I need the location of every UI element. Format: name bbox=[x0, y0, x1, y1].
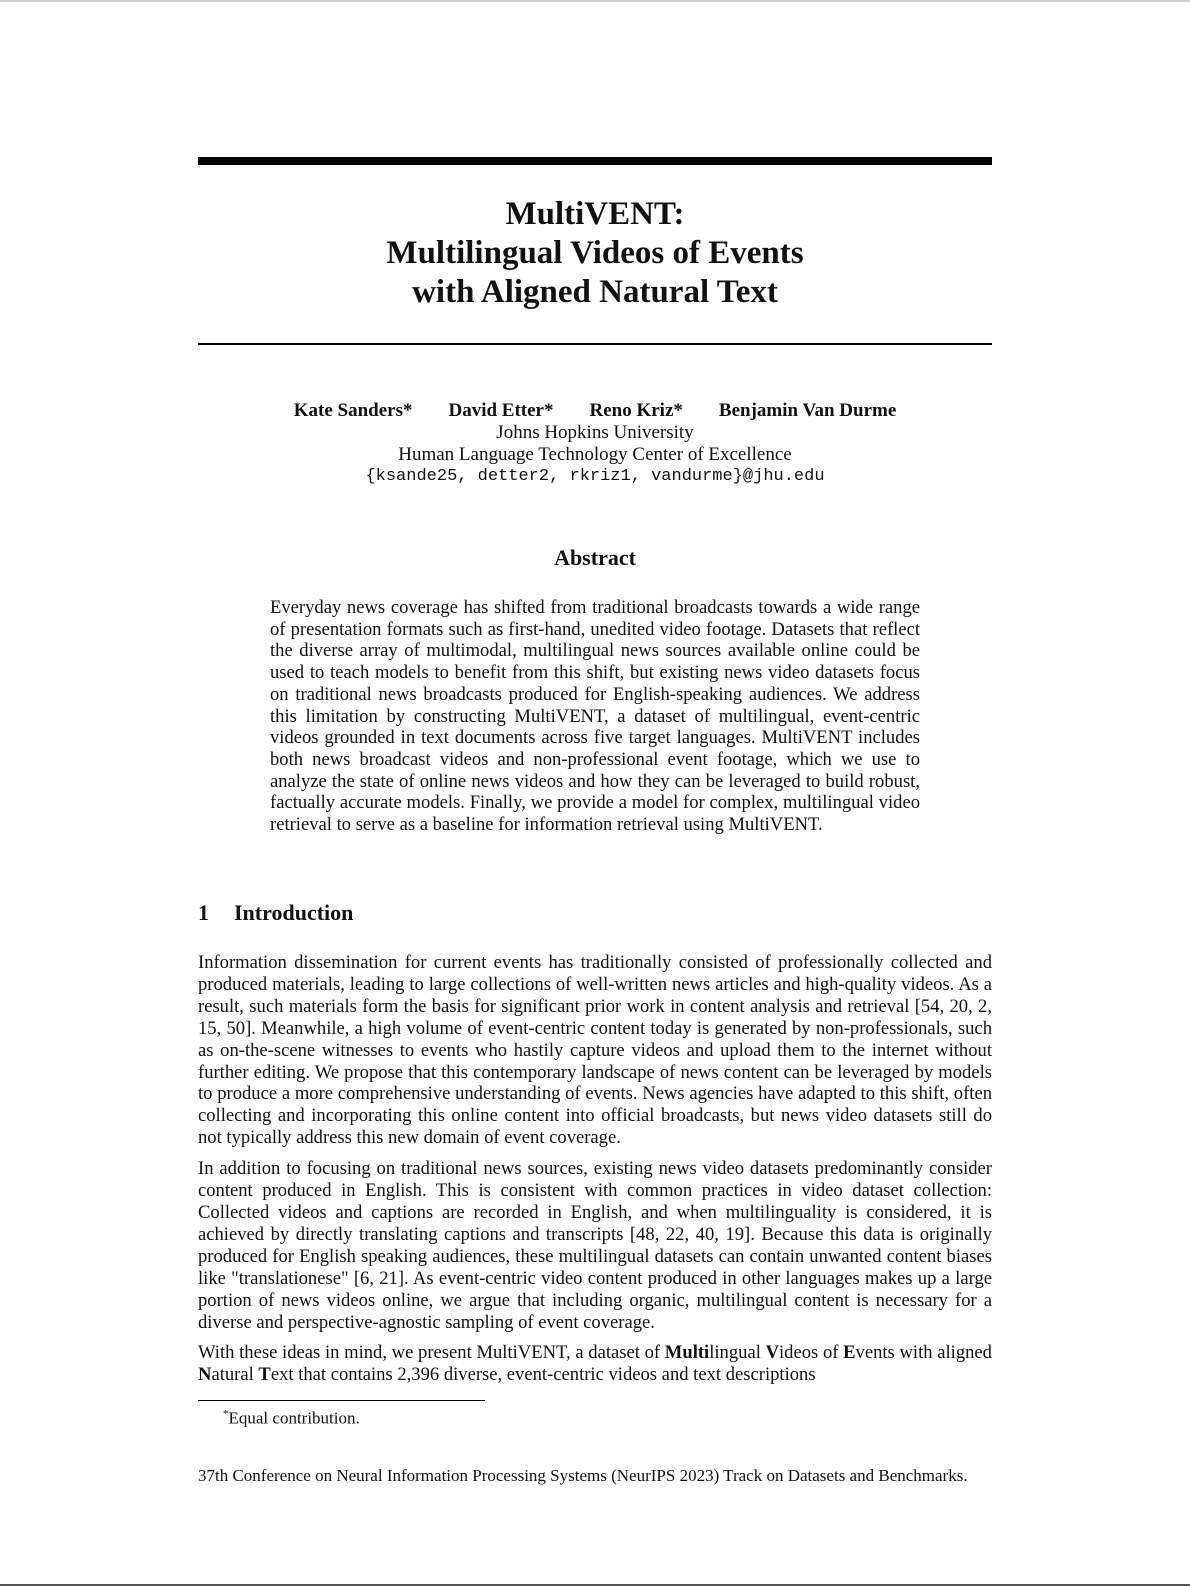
acronym-letter: T bbox=[258, 1364, 271, 1386]
abstract-text: Everyday news coverage has shifted from traditional broadcasts towards a wide range of presentation formats such as first-hand, unedited video footage. Datasets that reflect the diverse array of multimodal, multilingual news sources available online could be used to teach models to benefit from this shift, but existing news video datasets focus on traditional news broadcasts produced for English-speaking audiences. We address this limitation by constructing MultiVENT, a dataset of multilingual, event-centric videos grounded in text documents across five target languages. MultiVENT includes both news broadcast videos and non-professional event footage, which we use to analyze the state of online news videos and how they can be leveraged to build robust, factually accurate models. Finally, we provide a model for complex, multilingual video retrieval to serve as a baseline for information retrieval using MultiVENT. bbox=[270, 597, 920, 836]
section-title: Introduction bbox=[234, 900, 354, 925]
intro-paragraph-1: Information dissemination for current events has traditionally consisted of professionally collected and produced materials, leading to large collections of well-written news articles and high-quality videos. As a result, such materials form the basis for significant prior work in content analysis and retrieval [54, 20, 2, 15, 50]. Meanwhile, a high volume of event-centric content today is generated by non-professionals, such as on-the-scene witnesses to events who hastily capture videos and upload them to the internet without further editing. We propose that this contemporary landscape of news content can be leveraged by models to produce a more comprehensive understanding of events. News agencies have adapted to this shift, often collecting and incorporating this online content into official broadcasts, but news video datasets still do not typically address this new domain of event coverage. bbox=[198, 952, 992, 1149]
author-names bbox=[198, 400, 992, 422]
title-line-3: with Aligned Natural Text bbox=[412, 274, 778, 310]
text-run: vents with aligned bbox=[855, 1342, 992, 1364]
acronym-letter: V bbox=[765, 1342, 779, 1364]
abstract-heading: Abstract bbox=[554, 545, 636, 570]
venue-line: 37th Conference on Neural Information Processing Systems (NeurIPS 2023) Track on Datasets and Benchmarks. bbox=[198, 1466, 968, 1485]
acronym-letter: Multi bbox=[664, 1342, 710, 1364]
title-top-rule bbox=[198, 157, 992, 165]
acronym-letter: N bbox=[198, 1364, 212, 1386]
section-number: 1 bbox=[198, 900, 209, 925]
intro-paragraph-2: In addition to focusing on traditional news sources, existing news video datasets predominantly consider content produced in English. This is consistent with common practices in video dataset collection: Collected videos and captions are recorded in English, and when multilinguality is considered, it is achieved by directly translating captions and transcripts [48, 22, 40, 19]. Because this data is originally produced for English speaking audiences, these multilingual datasets can contain unwanted content biases like "translationese" [6, 21]. As event-centric video content produced in other languages makes up a large portion of news videos online, we argue that including organic, multilingual content is necessary for a diverse and perspective-agnostic sampling of event coverage. bbox=[198, 1158, 992, 1333]
title-line-2: Multilingual Videos of Events bbox=[386, 235, 804, 271]
author-name: Kate Sanders* bbox=[293, 400, 413, 421]
title-bottom-rule bbox=[198, 343, 992, 345]
author-emails: {ksande25, detter2, rkriz1, vandurme}@jhu.edu bbox=[365, 467, 825, 486]
text-run: lingual bbox=[709, 1342, 766, 1364]
author-name: Benjamin Van Durme bbox=[718, 400, 897, 421]
footnote bbox=[223, 1408, 360, 1429]
viewer-top-edge bbox=[0, 0, 1190, 2]
footnote-text: Equal contribution. bbox=[228, 1408, 360, 1428]
affiliation-center: Human Language Technology Center of Excellence bbox=[398, 444, 792, 465]
author-block bbox=[198, 400, 992, 488]
text-run: With these ideas in mind, we present MultiVENT, a dataset of bbox=[198, 1342, 665, 1364]
title-line-1: MultiVENT: bbox=[505, 196, 685, 232]
acronym-letter: E bbox=[843, 1342, 856, 1364]
section-heading bbox=[198, 900, 353, 926]
author-name: Reno Kriz* bbox=[589, 400, 683, 421]
paper-title bbox=[198, 195, 992, 312]
footnote-mark: * bbox=[223, 1408, 229, 1420]
author-name: David Etter* bbox=[448, 400, 554, 421]
footnote-rule bbox=[198, 1400, 485, 1401]
introduction-body bbox=[198, 952, 992, 1395]
text-run: ext that contains 2,396 diverse, event-centric videos and text descriptions bbox=[270, 1364, 816, 1386]
intro-paragraph-3 bbox=[198, 1342, 992, 1386]
affiliation-university: Johns Hopkins University bbox=[496, 422, 694, 443]
text-run: ideos of bbox=[779, 1342, 844, 1364]
text-run: atural bbox=[211, 1364, 259, 1386]
